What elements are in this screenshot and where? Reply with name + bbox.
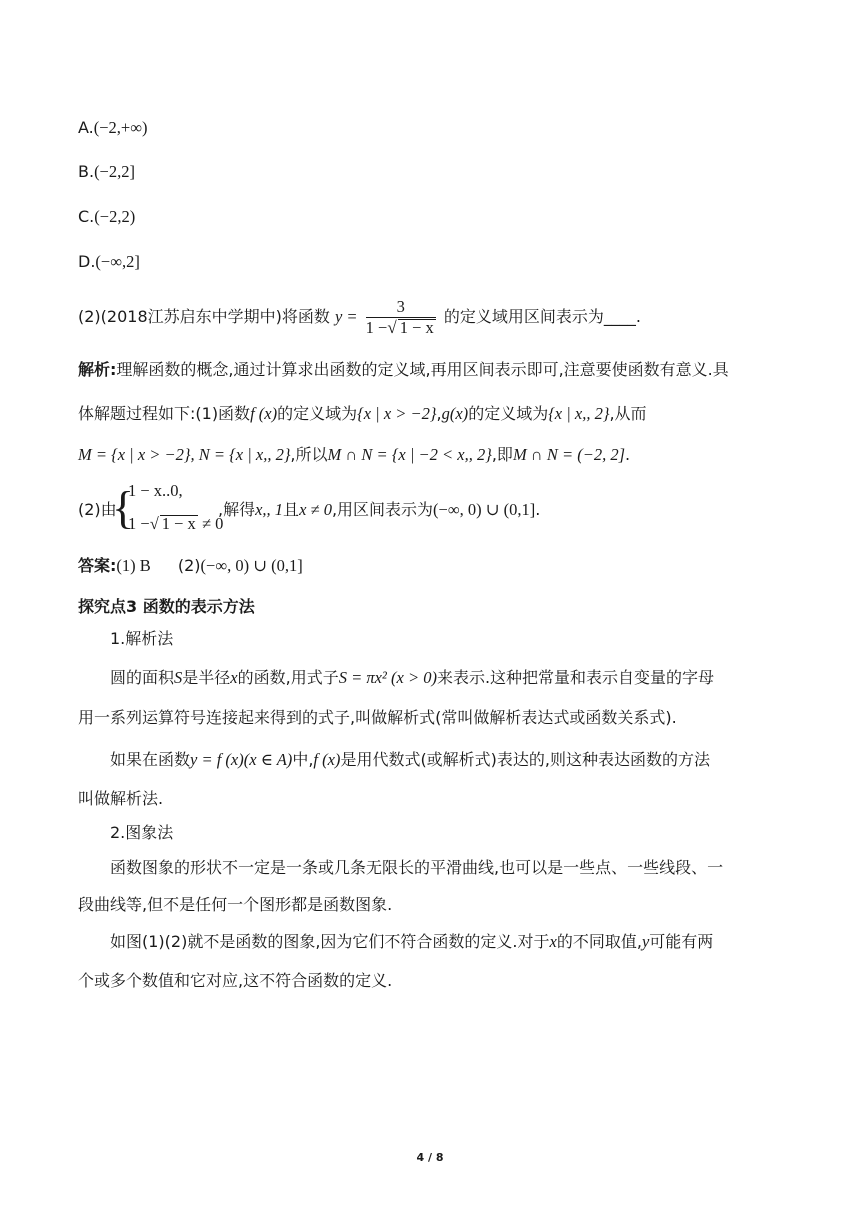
option-a: A.(−2,+∞) (78, 118, 148, 137)
section-p3-line-2: 段曲线等,但不是任何一个图形都是函数图象. (78, 895, 393, 914)
analysis-line-1: 解析:理解函数的概念,通过计算求出函数的定义域,再用区间表示即可,注意要使函数有意义.具 (78, 360, 729, 379)
subsection-2: 2.图象法 (110, 823, 174, 842)
option-d: D.(−∞,2] (78, 252, 140, 271)
analysis-part-2: (2)由 (78, 500, 117, 519)
section-p1-line-1: 圆的面积S是半径x的函数,用式子S = πx² (x > 0)来表示.这种把常量和表示自变量的字母 (110, 668, 715, 687)
system-brace: { (112, 482, 135, 533)
analysis-line-3: M = {x | x > −2}, N = {x | x,, 2},所以M ∩ N = {x | −2 < x,, 2},即M ∩ N = (−2, 2]. (78, 445, 631, 464)
section-p3-line-1: 函数图象的形状不一定是一条或几条无限长的平滑曲线,也可以是一些点、一些线段、一 (110, 858, 724, 877)
system-row-2: 1 −√ 1 − x ≠ 0 (128, 514, 224, 533)
section-p2-line-2: 叫做解析法. (78, 789, 164, 808)
option-c: C.(−2,2) (78, 207, 136, 226)
analysis-part-2-result: ,解得x,, 1且x ≠ 0,用区间表示为(−∞, 0) ∪ (0,1]. (218, 500, 541, 519)
section-p4-line-2: 个或多个数值和它对应,这不符合函数的定义. (78, 971, 393, 990)
section-p2-line-1: 如果在函数y = f (x)(x ∈ A)中,f (x)是用代数式(或解析式)表达的,则这种表达函数的方法 (110, 750, 711, 769)
subsection-1: 1.解析法 (110, 629, 174, 648)
option-b: B.(−2,2] (78, 162, 135, 181)
system-row-1: 1 − x..0, (128, 481, 183, 500)
section-p1-line-2: 用一系列运算符号连接起来得到的式子,叫做解析式(常叫做解析表达式或函数关系式). (78, 708, 677, 727)
section-p4-line-1: 如图(1)(2)就不是函数的图象,因为它们不符合函数的定义.对于x的不同取值,y可能有两 (110, 932, 714, 951)
fraction: $\frac{3}{1 -√ 1 - x}$ (365, 297, 434, 337)
question-2: (2)(2018江苏启东中学期中)将函数 y = $\frac{3}{1 -√ 1 - x}$ 的定义域用区间表示为____. (78, 297, 641, 337)
answer: 答案:(1) B (2)(−∞, 0) ∪ (0,1] (78, 556, 303, 575)
analysis-line-2: 体解题过程如下:(1)函数f (x)的定义域为{x | x > −2},g(x)的定义域为{x | x,, 2},从而 (78, 404, 647, 423)
section-title: 探究点3 函数的表示方法 (78, 597, 255, 616)
page-number: 4 / 8 (416, 1151, 444, 1164)
